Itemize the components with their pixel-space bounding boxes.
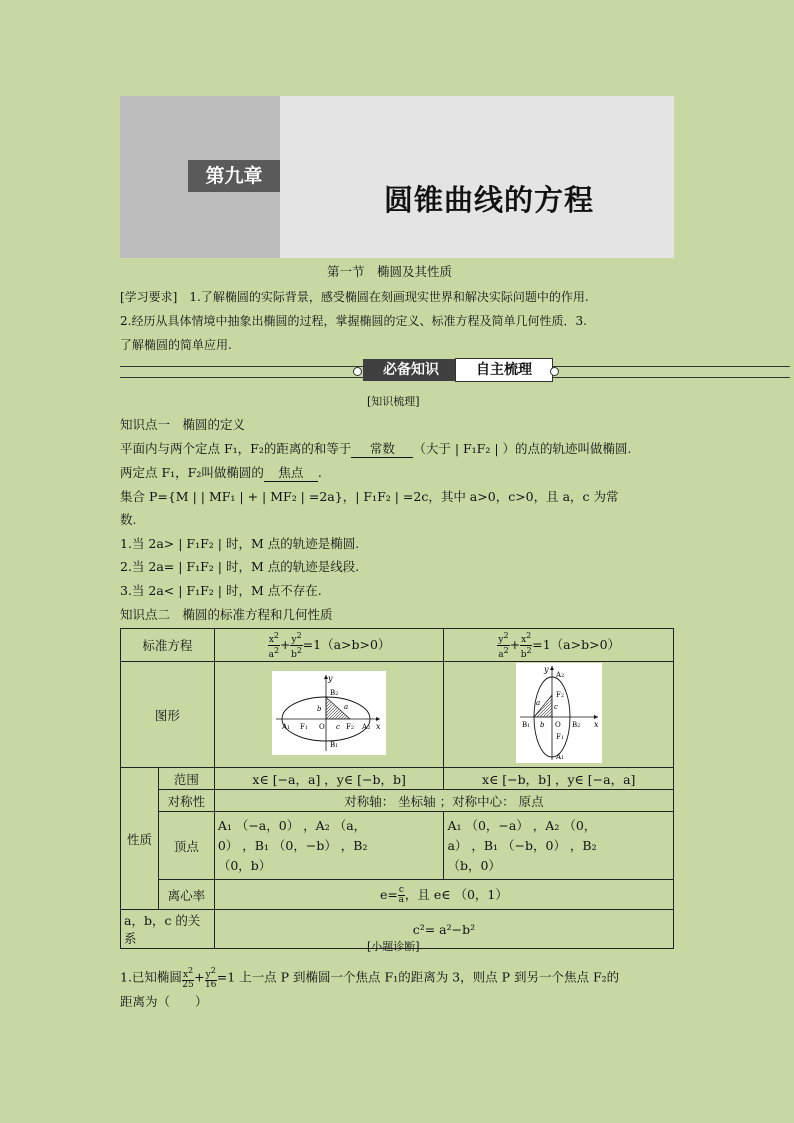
svg-text:b: b (317, 705, 322, 713)
blank-constant: 常数 (351, 441, 413, 458)
equation-vertical: $\frac{y^2}{a^2}$ + $\frac{x^2}{b^2}$ =1（a>b>0） (444, 629, 674, 662)
abc-relation-value: c²= a²−b² (214, 910, 673, 949)
study-requirement-line1: [学习要求] 1.了解椭圆的实际背景，感受椭圆在刻画现实世界和解决实际问题中的作用. (120, 290, 589, 304)
svg-text:a: a (344, 703, 349, 711)
kp1-item2: 2.当 2a= | F₁F₂ | 时，M 点的轨迹是线段. (120, 559, 360, 574)
knowledge-review-heading: [知识梳理] (367, 395, 420, 408)
svg-text:F1: F1 (300, 723, 309, 731)
svg-text:O: O (554, 721, 561, 729)
kp1-item3: 3.当 2a< | F₁F₂ | 时，M 点不存在. (120, 583, 322, 598)
question-1-line2: 距离为（ ） (120, 994, 208, 1009)
vertices-horizontal: A₁ （−a，0） ，A₂ （a， 0） ，B₁ （0，−b） ，B₂ （0，b） (214, 812, 444, 880)
study-requirement-line3: 了解椭圆的简单应用. (120, 338, 232, 352)
separator-dot-left (353, 367, 362, 376)
kp1-heading: 知识点一 椭圆的定义 (120, 417, 246, 432)
chapter-banner (120, 96, 674, 258)
figure-vertical-cell (444, 662, 674, 768)
svg-text:F1: F1 (555, 733, 564, 741)
equation-horizontal: $\frac{x^2}{a^2}$ + $\frac{y^2}{b^2}$ =1（a>b>0） (214, 629, 444, 662)
banner-right-panel (280, 96, 674, 258)
label-properties: 性质 (121, 768, 159, 910)
svg-text:a: a (535, 699, 540, 707)
label-range: 范围 (158, 768, 214, 790)
svg-text:c: c (336, 723, 341, 731)
label-abc-relation: a，b，c 的关系 (121, 910, 215, 949)
svg-text:x: x (376, 722, 381, 731)
separator-label-left: 必备知识 (363, 359, 459, 381)
eccentricity-value: e= $\frac{c}{a}$ ，且 e∈ （0，1） (214, 880, 673, 910)
section-separator (120, 357, 790, 387)
label-eccentricity: 离心率 (158, 880, 214, 910)
kp1-item1: 1.当 2a> | F₁F₂ | 时，M 点的轨迹是椭圆. (120, 536, 360, 551)
quick-diagnosis-heading: [小题诊断] (367, 940, 420, 953)
svg-text:y: y (328, 674, 333, 683)
svg-text:B2: B2 (330, 689, 339, 697)
separator-dot-right (550, 367, 559, 376)
svg-text:b: b (539, 721, 545, 729)
label-figure: 图形 (121, 662, 215, 768)
separator-label-right: 自主梳理 (455, 358, 553, 382)
figure-horizontal-cell (214, 662, 444, 768)
kp1-line2: 两定点 F₁，F₂叫做椭圆的 焦点 . (120, 465, 322, 480)
vertices-vertical: A₁ （0，−a） ，A₂ （0， a） ，B₁ （−b，0） ，B₂ （b，0） (444, 812, 674, 880)
kp1-line3: 集合 P={M | | MF₁ | + | MF₂ | =2a}，| F₁F₂ | =2c，其中 a>0，c>0，且 a，c 为常 (120, 489, 619, 504)
range-horizontal: x∈ [−a，a] ，y∈ [−b，b] (214, 768, 444, 790)
symmetry-value: 对称轴： 坐标轴 ；对称中心： 原点 (214, 790, 673, 812)
label-symmetry: 对称性 (158, 790, 214, 812)
chapter-label: 第九章 (188, 160, 280, 192)
svg-text:A2: A2 (555, 671, 564, 679)
svg-text:O: O (319, 723, 325, 731)
range-vertical: x∈ [−b，b] ，y∈ [−a，a] (444, 768, 674, 790)
svg-text:A1: A1 (282, 723, 291, 731)
svg-text:c: c (553, 703, 558, 711)
vertical-ellipse-figure (516, 663, 602, 763)
svg-text:F2: F2 (555, 691, 564, 699)
ellipse-property-table (120, 628, 674, 949)
svg-text:F2: F2 (346, 723, 355, 731)
blank-focus: 焦点 (264, 465, 318, 482)
svg-text:A1: A1 (555, 753, 564, 761)
kp2-heading: 知识点二 椭圆的标准方程和几何性质 (120, 607, 333, 622)
svg-text:y: y (543, 665, 549, 674)
kp1-line1: 平面内与两个定点 F₁，F₂的距离的和等于 常数 （大于 | F₁F₂ | ）的点的轨迹叫做椭圆. (120, 441, 632, 456)
label-vertices: 顶点 (158, 812, 214, 880)
question-1-line1: 1.已知椭圆 $\frac{x^2}{25}$ + $\frac{y^2}{16}$ =1 上一点 P 到椭圆一个焦点 F₁的距离为 3，则点 P 到另一个焦点 F₂的 (120, 966, 620, 990)
svg-text:B1: B1 (521, 721, 531, 729)
section-title: 第一节 椭圆及其性质 (327, 264, 453, 279)
study-requirement-line2: 2.经历从具体情境中抽象出椭圆的过程，掌握椭圆的定义、标准方程及简单几何性质．3. (120, 314, 587, 328)
kp1-line4: 数. (120, 512, 137, 527)
svg-text:x: x (593, 720, 599, 729)
chapter-title: 圆锥曲线的方程 (384, 183, 595, 217)
horizontal-ellipse-figure (272, 671, 386, 755)
svg-text:A2: A2 (362, 723, 371, 731)
label-standard-equation: 标准方程 (121, 629, 215, 662)
svg-text:B1: B1 (330, 741, 339, 749)
svg-text:B2: B2 (571, 721, 581, 729)
